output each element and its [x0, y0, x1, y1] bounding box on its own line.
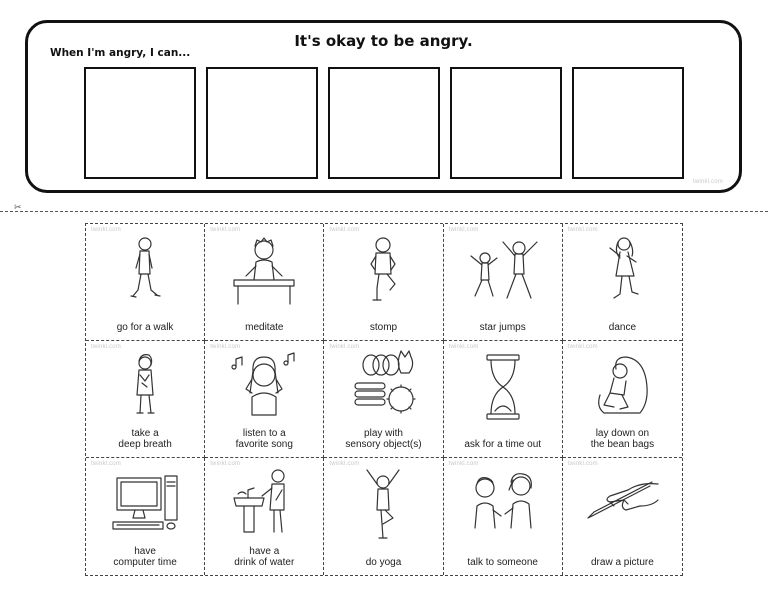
card-watermark: twinkl.com	[567, 227, 598, 233]
card-label: go for a walk	[116, 322, 174, 333]
card-label: listen to a favorite song	[235, 428, 293, 450]
activity-card[interactable]	[563, 224, 682, 341]
card-watermark: twinkl.com	[91, 227, 122, 233]
card-label: lay down on the bean bags	[590, 428, 655, 450]
activity-card[interactable]	[444, 224, 563, 341]
strip-watermark: twinkl.com	[692, 179, 723, 185]
hourglass-icon	[461, 349, 545, 429]
answer-slot-5[interactable]	[572, 67, 684, 179]
card-watermark: twinkl.com	[210, 344, 241, 350]
activity-card[interactable]	[444, 458, 563, 575]
card-label: stomp	[369, 322, 398, 333]
card-label: meditate	[245, 322, 284, 333]
two-children-talking-icon	[461, 466, 545, 546]
card-label: play with sensory object(s)	[345, 428, 422, 450]
cut-line	[0, 211, 768, 212]
card-watermark: twinkl.com	[91, 344, 122, 350]
activity-card[interactable]	[563, 458, 682, 575]
answer-slot-3[interactable]	[328, 67, 440, 179]
card-label: have computer time	[113, 546, 177, 568]
card-watermark: twinkl.com	[448, 227, 479, 233]
deep-breath-child-icon	[103, 349, 187, 429]
card-label: ask for a time out	[464, 439, 542, 450]
answer-slot-4[interactable]	[450, 67, 562, 179]
card-watermark: twinkl.com	[448, 461, 479, 467]
card-watermark: twinkl.com	[448, 344, 479, 350]
card-label: dance	[608, 322, 637, 333]
star-jumping-children-icon	[461, 232, 545, 312]
activity-card[interactable]	[86, 341, 205, 458]
card-watermark: twinkl.com	[210, 461, 241, 467]
scissors-icon: ✂	[14, 202, 22, 212]
activity-card[interactable]	[563, 341, 682, 458]
sequence-strip	[25, 20, 742, 193]
card-label: draw a picture	[590, 557, 654, 568]
card-watermark: twinkl.com	[91, 461, 122, 467]
activity-card[interactable]	[444, 341, 563, 458]
answer-slot-2[interactable]	[206, 67, 318, 179]
card-watermark: twinkl.com	[567, 461, 598, 467]
computer-icon	[103, 466, 187, 546]
answer-slot-1[interactable]	[84, 67, 196, 179]
child-on-bean-bag-icon	[580, 349, 664, 429]
activity-card[interactable]	[86, 224, 205, 341]
activity-card[interactable]	[324, 458, 443, 575]
meditating-child-icon	[222, 232, 306, 312]
activity-card[interactable]	[205, 224, 324, 341]
strip-prompt: When I'm angry, I can...	[50, 47, 191, 59]
walking-child-icon	[103, 232, 187, 312]
activity-card[interactable]	[324, 224, 443, 341]
card-label: talk to someone	[467, 557, 538, 568]
child-listening-music-icon	[222, 349, 306, 429]
activity-card[interactable]	[324, 341, 443, 458]
card-label: star jumps	[479, 322, 526, 333]
card-watermark: twinkl.com	[329, 344, 360, 350]
card-watermark: twinkl.com	[329, 461, 360, 467]
sensory-toys-icon	[341, 349, 425, 429]
dancing-child-icon	[580, 232, 664, 312]
drinking-water-icon	[222, 466, 306, 546]
hand-drawing-pencil-icon	[580, 466, 664, 546]
activity-card[interactable]	[205, 341, 324, 458]
card-watermark: twinkl.com	[210, 227, 241, 233]
stomping-child-icon	[341, 232, 425, 312]
activity-card[interactable]	[86, 458, 205, 575]
page-title: It's okay to be angry.	[294, 32, 473, 50]
card-label: take a deep breath	[118, 428, 172, 450]
activity-card-grid	[85, 223, 683, 576]
yoga-child-icon	[341, 466, 425, 546]
card-label: have a drink of water	[234, 546, 295, 568]
card-watermark: twinkl.com	[329, 227, 360, 233]
activity-card[interactable]	[205, 458, 324, 575]
card-watermark: twinkl.com	[567, 344, 598, 350]
card-label: do yoga	[365, 557, 402, 568]
